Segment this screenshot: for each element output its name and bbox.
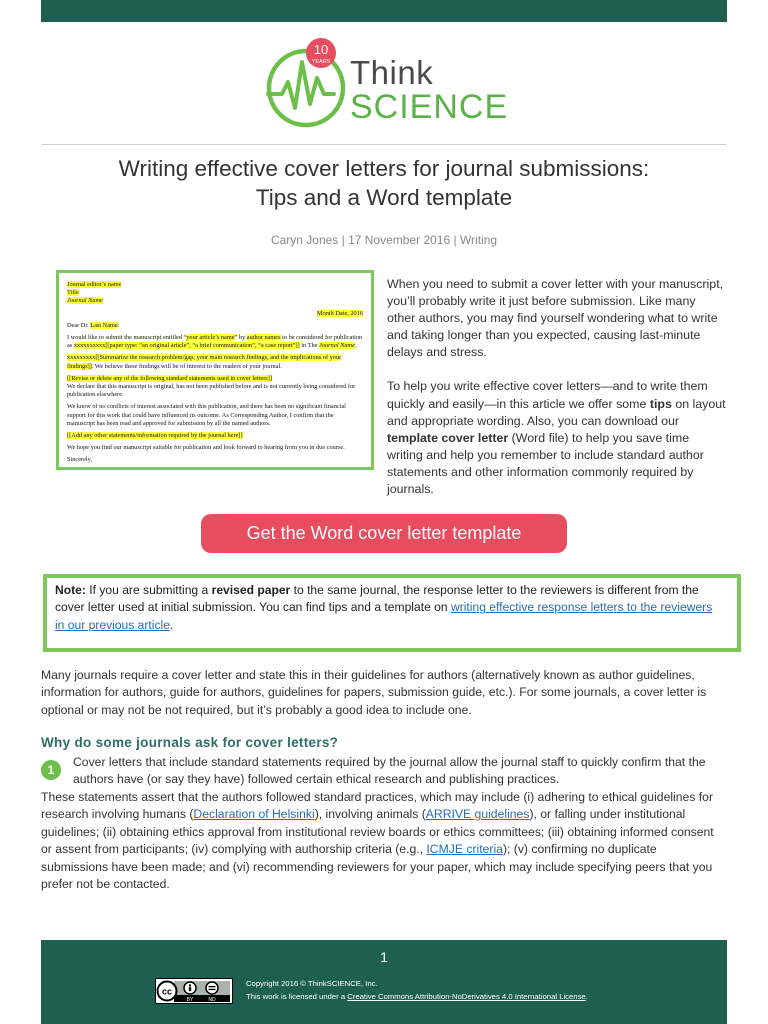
intro-text	[387, 276, 727, 515]
top-bar	[41, 0, 727, 22]
arrive-link[interactable]: ARRIVE guidelines	[425, 807, 530, 822]
footer	[41, 940, 727, 1024]
helsinki-link[interactable]: Declaration of Helsinki	[193, 807, 315, 822]
license-link[interactable]: Creative Commons Attribution-NoDerivatives 4.0 International License	[347, 991, 586, 1001]
intro-paragraph-1: When you need to submit a cover letter with your manuscript, you’ll probably write it just before submission. Like many other authors, you may find yourself wondering what to write and taking longer than you expected, causing last-minute delays and stress.	[387, 277, 724, 360]
cover-letter-template-thumbnail[interactable]: Journal editor’s name Title Journal Name Month Date, 2016 Dear Dr. Last Name: I would like to submit the manuscript entitled “your article’s name” by author names to be considered for publication as xxxxxxxxxx[[paper type: “an original article”, “a brief communication”, “a case report”]] in The Journal Name. xxxxxxxxx[[Summarize the research problem/gap, your main research findings, and the implications of your findings]]. We believe these findings will be of interest to the readers of your journal. [[Revise or delete any of the following standard statements used in cover letters]] We declare that this manuscript is original, has not been published before and is not currently being considered for publication elsewhere. We know of no conflicts of interest associated with this publication, and there has been no significant financial support for this work that could have influenced its outcome. As Corresponding Author, I confirm that the manuscript has been read and approved for submission by all the named authors. [[Add any other statements/information required by the journal here]] We hope you find our manuscript suitable for publication and look forward to hearing from you in due course. Sincerely,	[56, 270, 374, 470]
svg-text:YEARS: YEARS	[311, 59, 331, 65]
svg-text:ND: ND	[208, 997, 216, 1003]
byline: Caryn Jones | 17 November 2016 | Writing	[270, 233, 498, 247]
get-template-button[interactable]: Get the Word cover letter template	[201, 514, 567, 553]
title-line-1: Writing effective cover letters for journal submissions:	[118, 156, 650, 181]
item-1-text: Cover letters that include standard statements required by the journal allow the journal staff to quickly confirm that the authors have (or say they have) followed certain ethical research and publishing practices.	[73, 755, 706, 787]
license-text: Copyright 2016 © ThinkSCIENCE, Inc. This work is licensed under a Creative Commons Attribution-NoDerivatives 4.0 International License.	[246, 979, 588, 1001]
body-paragraph-1: Many journals require a cover letter and state this in their guidelines for authors (alternatively known as author guidelines, information for authors, guide for authors, guidelines for papers, submission guide, etc.). For some journals, a cover letter is optional or may not be not required, but it’s probably a good idea to include one.	[41, 668, 707, 717]
response-letters-link[interactable]: writing effective response letters to the reviewers in our previous article	[55, 600, 713, 632]
cc-license-badge[interactable]	[155, 978, 233, 1004]
logo-think-text: Think	[350, 54, 434, 91]
item-1-detail: These statements assert that the authors followed standard practices, which may include (i) adhering to ethical guidelines for research involving humans (Declaration of Helsinki), involving animals (ARRIVE guidelines), or falling under institutional guidelines; (ii) obtaining ethics approval from institutional review boards or ethics committees; (iii) obtaining informed consent or assent from participants; (iv) complying with authorship criteria (e.g., ICMJE criteria); (v) confirming no duplicate submissions have been made; and (vi) recommending reviewers for your paper, which may include specifying peers that you prefer not be contacted.	[41, 790, 714, 892]
svg-text:10: 10	[313, 42, 329, 57]
page-title	[41, 154, 727, 212]
svg-text:cc: cc	[161, 986, 173, 997]
note-box: Note: If you are submitting a revised paper to the same journal, the response letter to the reviewers is different from the cover letter used at initial submission. You can find tips and a template on writing effective response letters to the reviewers in our previous article.	[43, 574, 741, 652]
intro-paragraph-2: To help you write effective cover letters—and to write them quickly and easily—in this article we offer some tips on layout and appropriate wording. Also, you can download our template cover letter (Word file) to help you save time writing and help you remember to include standard author statements and other information commonly required by journals.	[387, 379, 726, 497]
number-badge-1: 1	[41, 760, 61, 780]
icmje-link[interactable]: ICMJE criteria	[426, 842, 503, 857]
section-heading: Why do some journals ask for cover letters?	[41, 735, 339, 750]
page-number: 1	[380, 949, 388, 965]
header-divider	[41, 144, 727, 145]
title-line-2: Tips and a Word template	[255, 185, 513, 210]
logo-science-text: SCIENCE	[350, 88, 509, 126]
svg-text:BY: BY	[186, 997, 194, 1003]
